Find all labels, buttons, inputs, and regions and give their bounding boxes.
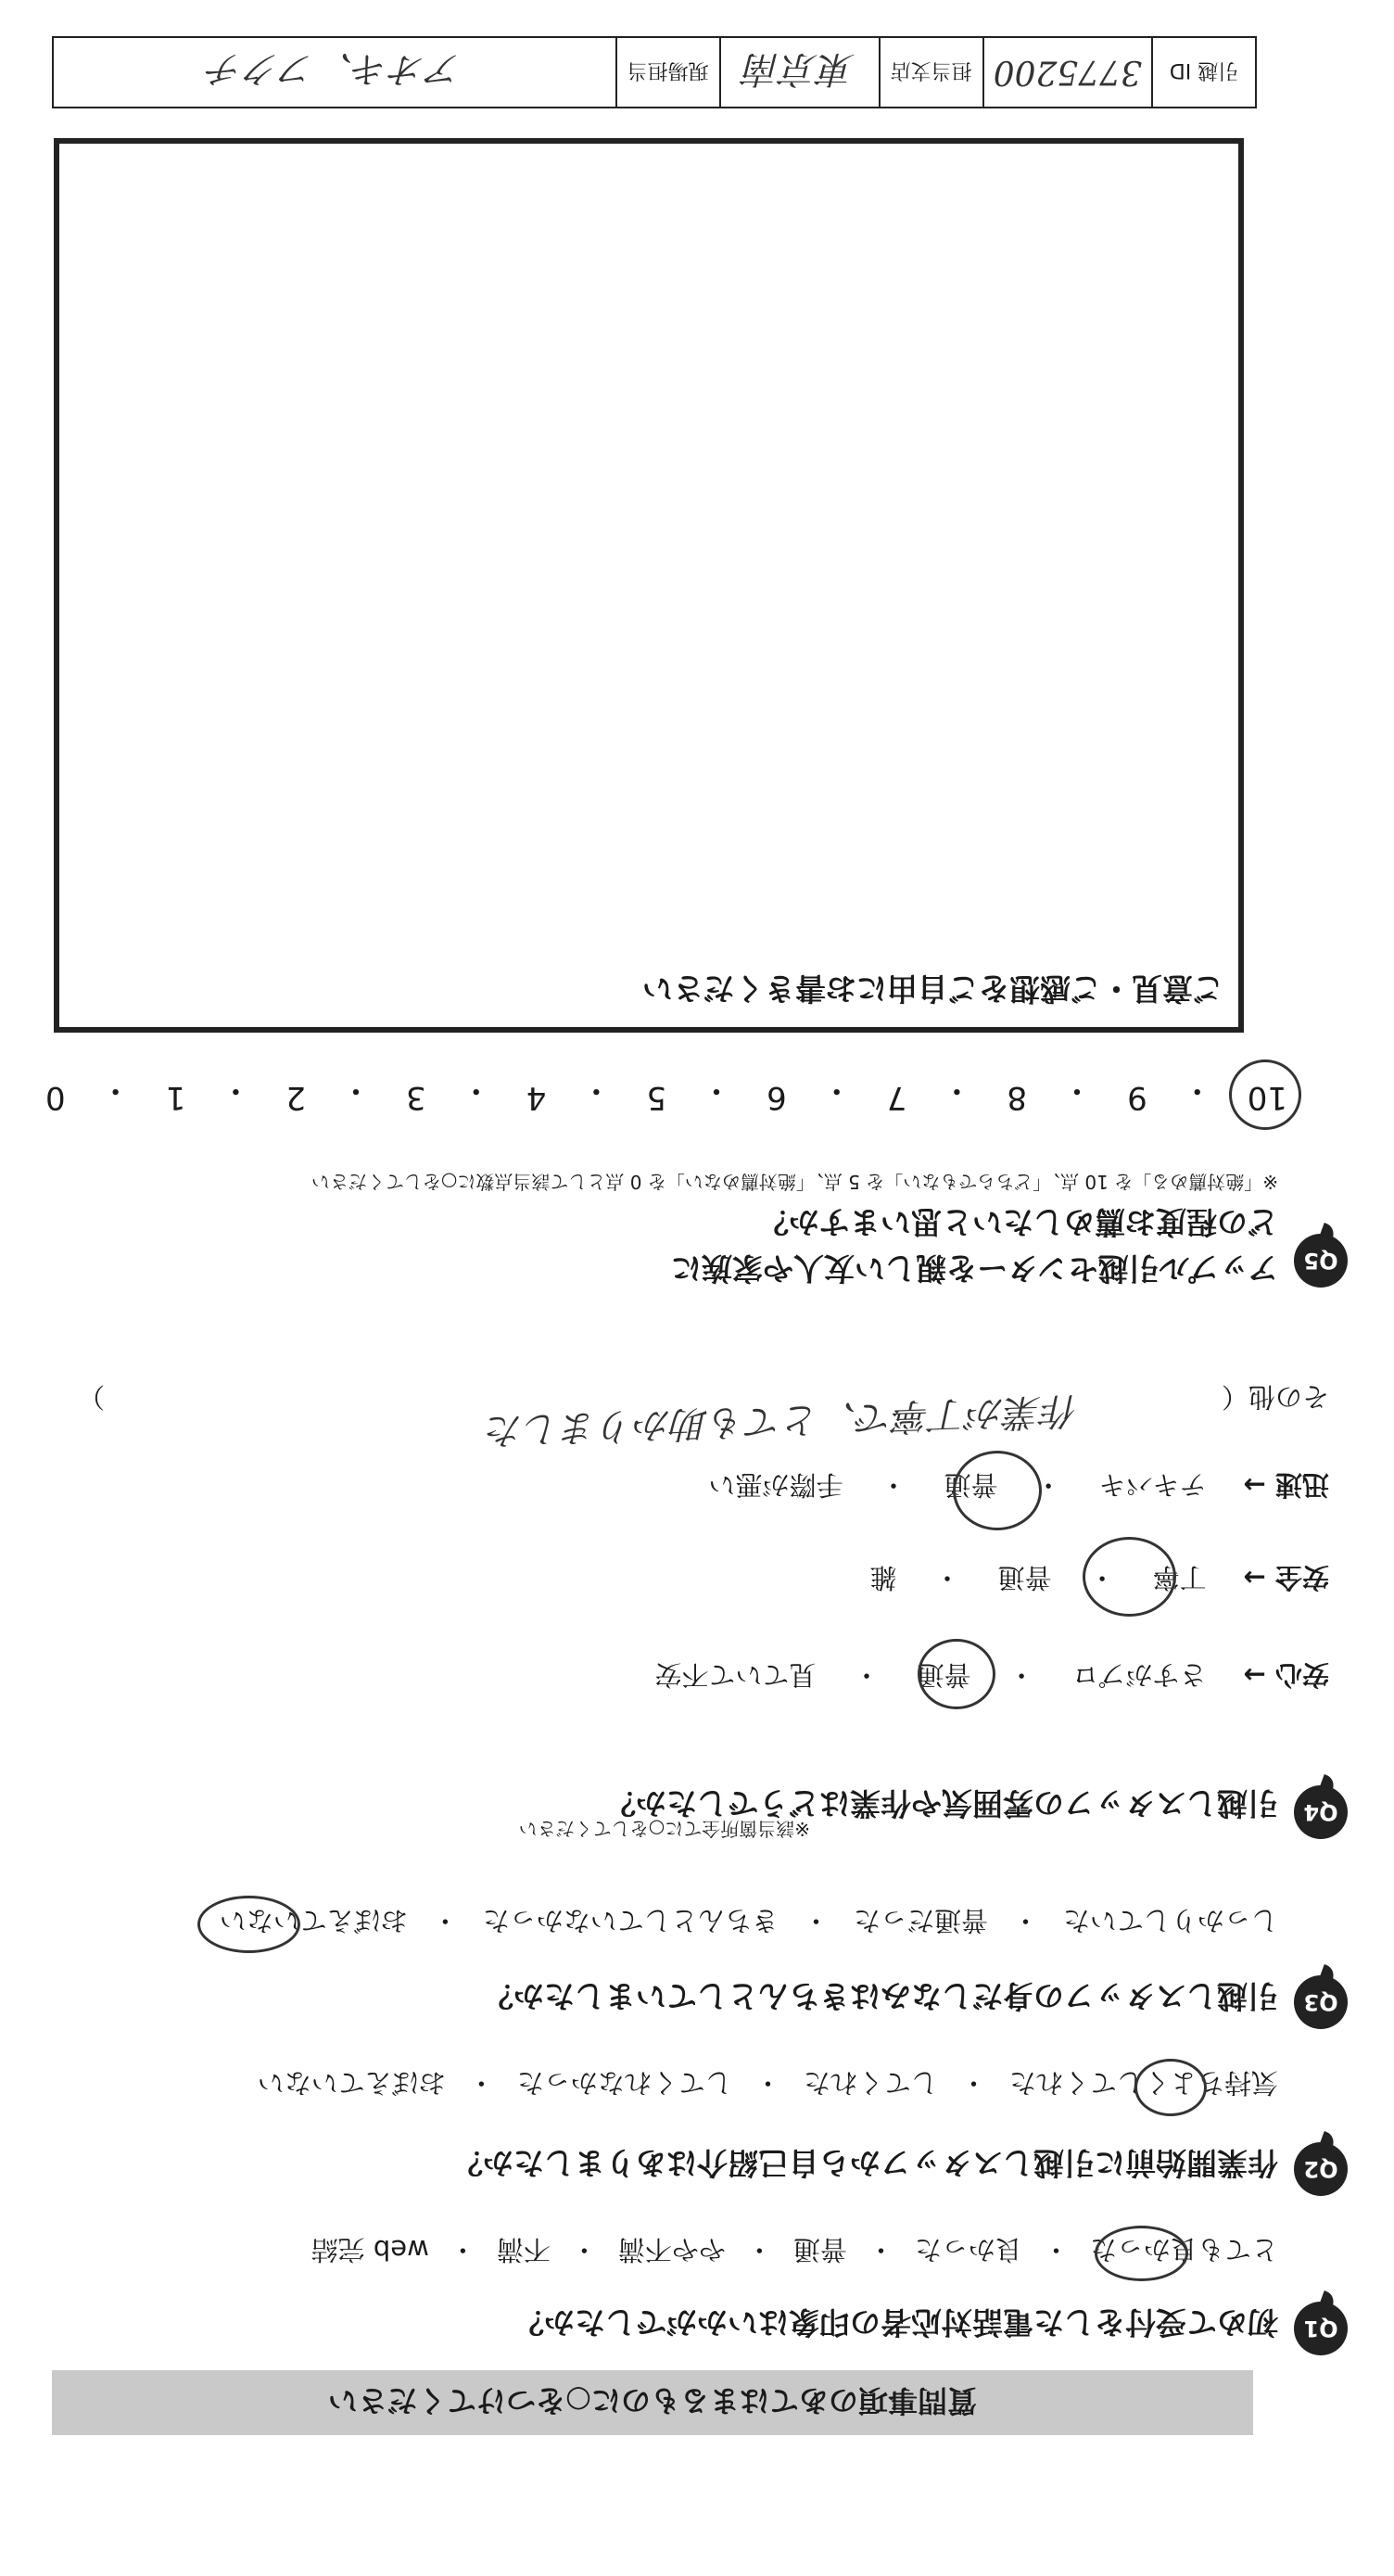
q2-option[interactable]: してくれた — [803, 2067, 938, 2099]
q4-row-anshin: 安心 → さすがプロ ・ 普通 ・ 見ていて不安 — [655, 1657, 1329, 1695]
q4-option[interactable]: 手際が悪い — [708, 1469, 843, 1501]
q5-score[interactable]: 8 — [1007, 1079, 1028, 1116]
q1-option[interactable]: 良かった — [914, 2234, 1022, 2265]
q3-option[interactable]: 普通だった — [853, 1905, 988, 1936]
q5-score[interactable]: 9 — [1127, 1079, 1147, 1116]
comments-box[interactable] — [54, 138, 1244, 1033]
q1-option[interactable]: とても良かった — [1089, 2234, 1278, 2265]
q4-option[interactable]: 見ていて不安 — [654, 1659, 817, 1691]
q4-other-handwriting[interactable]: 作業が丁寧で、とても助かりました — [486, 1388, 1080, 1453]
q2-option[interactable]: おぼえていない — [257, 2067, 446, 2099]
q5-badge: Q5 — [1294, 1234, 1348, 1288]
q4-option[interactable]: 普通 — [944, 1469, 998, 1501]
comments-title: ご意見・ご感想をご自由にお書きください — [642, 971, 1223, 1007]
section-title: 質問事項のあてはまるものに○をつけてください — [328, 2383, 977, 2418]
id-value[interactable]: 3775200 — [983, 37, 1152, 108]
q4-question: 引越しスタッフの雰囲気や作業はどうでしたか？ — [605, 1785, 1278, 1821]
q5-score[interactable]: 6 — [767, 1079, 787, 1116]
q5-question-line2: どの程度お薦めしたいと思いますか？ — [758, 1204, 1278, 1240]
q2-options: 気持ちよくしてくれた ・ してくれた ・ してくれなかった ・ おぼえていない — [258, 2065, 1278, 2103]
q2-option[interactable]: してくれなかった — [516, 2067, 732, 2099]
q4-option[interactable]: テキパキ — [1098, 1469, 1207, 1501]
id-label: 引越 ID — [1152, 37, 1256, 108]
q4-option[interactable]: 普通 — [997, 1562, 1052, 1593]
q1-question: 初めて受付をした電話対応者の印象はいかがでしたか？ — [513, 2304, 1278, 2341]
q4-option[interactable]: さすがプロ — [1071, 1659, 1207, 1691]
q4-anshin-circle — [918, 1639, 995, 1709]
q4-jinsoku-circle — [953, 1451, 1042, 1530]
q5-scale: 10 ・ 9 ・ 8 ・ 7 ・ 6 ・ 5 ・ 4 ・ 3 ・ 2 ・ 1 ・ 0 — [45, 1072, 1287, 1116]
q1-option[interactable]: 不満 — [496, 2234, 551, 2265]
q4-row-label: 安全 → — [1243, 1562, 1329, 1593]
q1-badge: Q1 — [1294, 2302, 1348, 2355]
q1-option[interactable]: やや不満 — [617, 2234, 726, 2265]
q4-row-jinsoku: 迅速 → テキパキ ・ 普通 ・ 手際が悪い — [709, 1467, 1329, 1505]
q4-row-label: 安心 → — [1243, 1659, 1329, 1691]
leader-value[interactable]: アオキ、フクチ — [53, 37, 616, 108]
q4-row-anzen: 安全 → 丁寧 ・ 普通 ・ 雑 — [870, 1560, 1329, 1598]
q3-answer-circle — [197, 1896, 300, 1953]
q3-options: しっかりしていた ・ 普通だった ・ きちんとしていなかった ・ おぼえていない — [220, 1903, 1278, 1941]
q5-score[interactable]: 4 — [526, 1079, 547, 1116]
q4-row-label: 迅速 → — [1243, 1469, 1329, 1501]
section-title-bar — [52, 2370, 1253, 2435]
q4-other-label: その他（ — [1221, 1381, 1329, 1413]
q3-option[interactable]: しっかりしていた — [1062, 1905, 1278, 1936]
q3-option[interactable]: きちんとしていなかった — [482, 1905, 779, 1936]
q2-option[interactable]: 気持ちよくしてくれた — [1008, 2067, 1278, 2099]
q2-question: 作業開始前に引越しスタッフから自己紹介はありましたか？ — [452, 2145, 1278, 2181]
q4-note: ※該当箇所全てに○をしてください — [518, 1818, 810, 1840]
q5-answer-circle — [1229, 1060, 1301, 1130]
header-table — [52, 36, 1257, 108]
q5-question-line1: アップル引越センターを親しい友人や家族に — [670, 1250, 1278, 1287]
q5-score[interactable]: 10 — [1247, 1079, 1287, 1116]
q5-score[interactable]: 7 — [886, 1079, 907, 1116]
q2-badge: Q2 — [1294, 2142, 1348, 2196]
q5-score[interactable]: 3 — [406, 1079, 426, 1116]
branch-value[interactable]: 東京南 — [720, 37, 880, 108]
q5-score[interactable]: 2 — [285, 1079, 306, 1116]
q5-score[interactable]: 0 — [45, 1079, 66, 1116]
q4-badge: Q4 — [1294, 1785, 1348, 1839]
q2-answer-circle — [1134, 2059, 1207, 2116]
q3-option[interactable]: おぼえていない — [219, 1905, 408, 1936]
q4-other-close: ） — [78, 1381, 106, 1413]
q1-answer-circle — [1095, 2226, 1188, 2281]
q5-score[interactable]: 1 — [165, 1079, 186, 1116]
leader-label: 現場担当 — [616, 37, 720, 108]
q3-badge: Q3 — [1294, 1975, 1348, 2029]
q1-option[interactable]: 普通 — [792, 2234, 847, 2265]
q1-option[interactable]: web 完結 — [310, 2234, 429, 2265]
q4-option[interactable]: 雑 — [869, 1562, 897, 1593]
q5-score[interactable]: 5 — [646, 1079, 667, 1116]
comments-body[interactable] — [74, 159, 1223, 953]
q4-anzen-circle — [1083, 1537, 1176, 1617]
branch-label: 担当支店 — [880, 37, 983, 108]
q1-options: とても良かった ・ 良かった ・ 普通 ・ やや不満 ・ 不満 ・ web 完結 — [311, 2232, 1278, 2270]
q3-question: 引越しスタッフの身だしなみはきちんとしていましたか？ — [483, 1978, 1278, 2014]
q5-note: ※「絶対薦める」を 10 点、「どちらでもない」を 5 点、「絶対薦めない」を 0 点として該当点数に○をしてください — [310, 1171, 1278, 1193]
q4-option[interactable]: 普通 — [917, 1659, 971, 1691]
q4-option[interactable]: 丁寧 — [1152, 1562, 1207, 1593]
